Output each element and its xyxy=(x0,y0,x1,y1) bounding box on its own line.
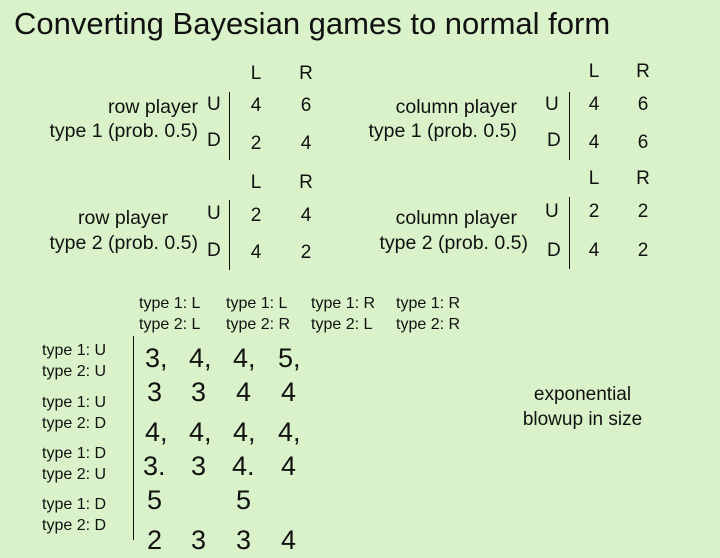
game-label-type: type 2 (prob. 0.5) xyxy=(379,232,528,254)
payoff-cell: 2 xyxy=(250,205,262,226)
col-R: R xyxy=(636,61,650,82)
row-U: U xyxy=(545,201,559,222)
payoff-cell: 4, xyxy=(189,343,212,373)
blowup-note: exponential blowup in size xyxy=(522,384,643,430)
row-header: type 1: U type 2: U xyxy=(42,342,107,380)
payoff-cell: 3 xyxy=(191,377,207,407)
game-label-player: column player xyxy=(395,207,517,229)
payoff-cell: 4 xyxy=(250,95,262,116)
normal-form-bracket xyxy=(133,336,134,540)
payoff-cell: 4 xyxy=(588,240,600,261)
col-header: type 1: L type 2: L xyxy=(139,295,201,333)
payoff-cell: 4 xyxy=(281,377,297,407)
payoff-cell: 4 xyxy=(281,525,297,555)
payoff-cell: 3 xyxy=(147,377,163,407)
row-D: D xyxy=(547,130,561,151)
payoff-cell: 4 xyxy=(250,242,262,263)
col-R: R xyxy=(636,168,650,189)
row-header: type 1: D type 2: D xyxy=(42,496,107,534)
payoff-cell: 3, xyxy=(145,343,168,373)
row-D: D xyxy=(207,240,221,261)
payoff-cell: 6 xyxy=(637,94,649,115)
game-label-player: row player xyxy=(78,207,168,229)
game-label-player: column player xyxy=(395,96,517,118)
payoff-cell: 2 xyxy=(147,525,163,555)
payoff-cell: 4, xyxy=(233,343,256,373)
row-header: type 1: D type 2: U xyxy=(42,445,107,483)
payoff-cell: 4, xyxy=(189,417,212,447)
matrix-bracket xyxy=(569,197,570,269)
payoff-cell: 4 xyxy=(236,377,252,407)
row-header: type 1: U type 2: D xyxy=(42,394,107,432)
payoff-cell: 2 xyxy=(250,133,262,154)
row-U: U xyxy=(207,94,221,115)
col-L: L xyxy=(250,172,262,193)
payoff-cell: 2 xyxy=(588,201,600,222)
payoff-cell: 4 xyxy=(300,205,312,226)
game-label-type: type 1 (prob. 0.5) xyxy=(368,120,517,142)
payoff-cell: 3 xyxy=(191,525,207,555)
col-L: L xyxy=(250,63,262,84)
payoff-cell: 2 xyxy=(300,242,312,263)
payoff-cell: 4, xyxy=(145,417,168,447)
payoff-cell: 5 xyxy=(236,485,252,515)
payoff-cell: 6 xyxy=(300,95,312,116)
col-header: type 1: R type 2: L xyxy=(311,295,376,333)
payoff-cell: 4 xyxy=(300,133,312,154)
matrix-bracket xyxy=(229,200,230,270)
payoff-cell: 4 xyxy=(588,132,600,153)
col-R: R xyxy=(299,63,313,84)
slide-title: Converting Bayesian games to normal form xyxy=(14,6,611,41)
row-U: U xyxy=(207,203,221,224)
payoff-cell: 4 xyxy=(588,94,600,115)
game-label-type: type 1 (prob. 0.5) xyxy=(49,120,198,142)
col-L: L xyxy=(588,168,600,189)
payoff-cell: 4. xyxy=(232,451,255,481)
payoff-cell: 4, xyxy=(233,417,256,447)
game-label-type: type 2 (prob. 0.5) xyxy=(49,232,198,254)
game-label-player: row player xyxy=(108,96,198,118)
payoff-cell: 6 xyxy=(637,132,649,153)
row-D: D xyxy=(207,130,221,151)
payoff-cell: 3 xyxy=(191,451,207,481)
payoff-cell: 4 xyxy=(281,451,297,481)
payoff-cell: 3. xyxy=(143,451,166,481)
payoff-cell: 2 xyxy=(637,240,649,261)
col-header: type 1: R type 2: R xyxy=(396,295,461,333)
payoff-cell: 3 xyxy=(236,525,252,555)
payoff-cell: 5 xyxy=(147,485,163,515)
row-U: U xyxy=(545,94,559,115)
col-header: type 1: L type 2: R xyxy=(226,295,291,333)
row-D: D xyxy=(547,240,561,261)
payoff-cell: 5, xyxy=(278,343,301,373)
payoff-cell: 2 xyxy=(637,201,649,222)
payoff-cell: 4, xyxy=(278,417,301,447)
col-L: L xyxy=(588,61,600,82)
matrix-bracket xyxy=(229,92,230,160)
col-R: R xyxy=(299,172,313,193)
matrix-bracket xyxy=(569,92,570,160)
